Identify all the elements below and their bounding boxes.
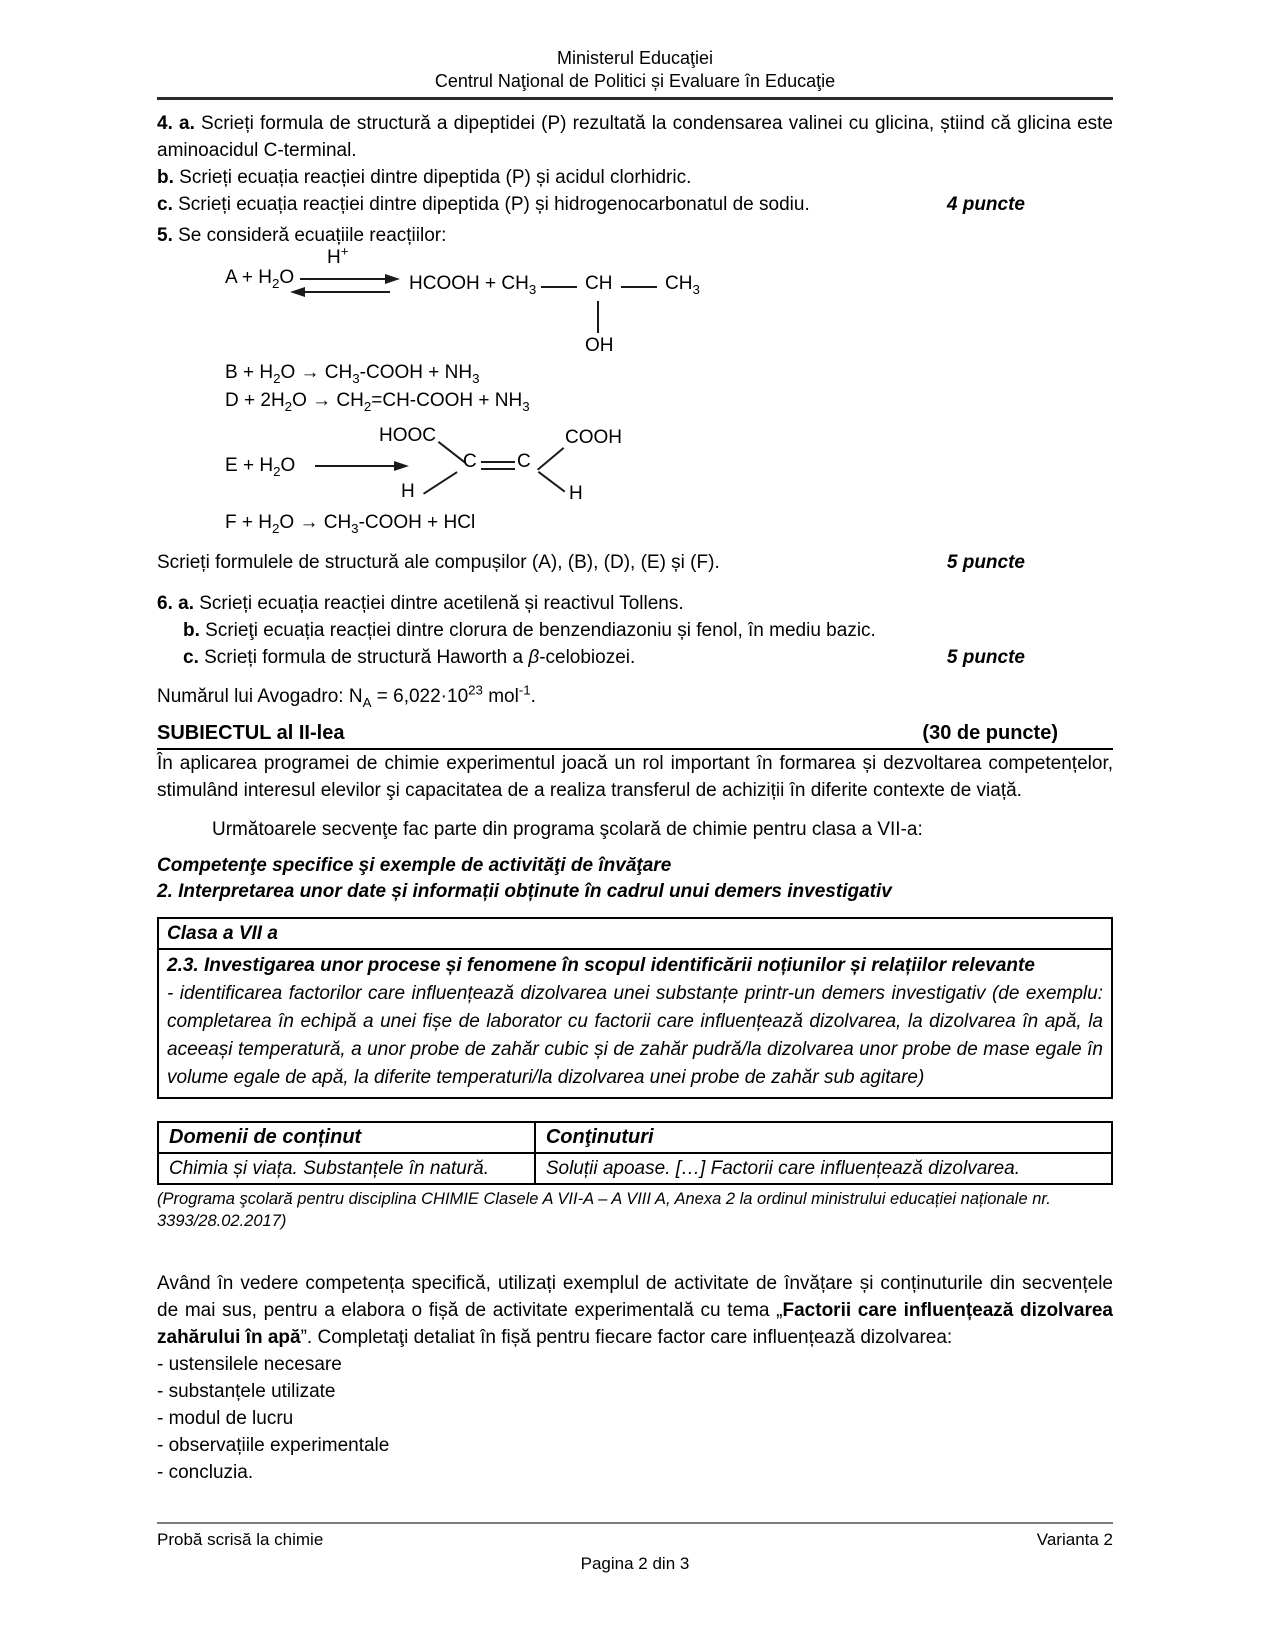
question-4-points: 4 puncte [946,194,1025,215]
eq-a-product-mid: CH [585,273,613,294]
contents-cell: Soluții apoase. […] Factorii care influențează dizolvarea. [535,1153,1112,1184]
subject-2-intro: În aplicarea programei de chimie experimentul joacă un rol important în formarea și dezvoltarea competențelor, stimulând interesul elevilor şi capacitatea de a realiza transferul de achiziții în diferite contexte de viață. [157,753,1113,801]
question-4b-text: Scrieți ecuația reacției dintre dipeptida (P) și acidul clorhidric. [173,167,692,188]
question-6c [157,644,1113,671]
double-bond-line [481,468,515,470]
question-4a-text: Scrieți formula de structură a dipeptidei (P) rezultată la condensarea valinei cu glicina, știind că glicina este aminoacidul C-terminal. [157,113,1113,161]
question-4 [157,110,1113,218]
equation-f: $F + H_2O$ → $CH_3$-COOH + HCl [225,512,476,536]
content-domains-header-row [158,1122,1112,1153]
subject-2-intro-2: Următoarele secvenţe fac parte din programa şcolară de chimie pentru clasa a VII-a: [212,819,923,840]
eq-a-product-1: HCOOH + $CH_3$ [409,273,537,297]
header-rule [157,97,1113,100]
eq-a-catalyst: H+ [327,243,349,268]
curriculum-table-class-row: Clasa a VII a [159,919,1111,950]
question-6a-text: Scrieți ecuația reacției dintre acetilenă și reactivul Tollens. [193,593,684,614]
subject-2-heading [157,720,1113,750]
competence-2-3-title: 2.3. Investigarea unor procese și fenomene în scopul identificării noțiunilor și relațiilor relevante [167,955,1035,976]
curriculum-source-note: (Programa şcolară pentru disciplina CHIMIE Clasele A VII-A – A VIII A, Anexa 2 la ordinul ministrului educației naționale nr. 3393/28.02.2017) [157,1190,1051,1230]
competence-2-heading: 2. Interpretarea unor date și informații obținute în cadrul unui demers investigativ [157,881,892,902]
question-5-points: 5 puncte [946,552,1025,573]
question-5-task-text: Scrieți formulele de structură ale compușilor (A), (B), (D), (E) și (F). [157,552,720,573]
eq-e-h-right: H [569,483,583,504]
content-domains-data-row [158,1153,1112,1184]
ministry-line2: Centrul Naţional de Politici și Evaluare în Educaţie [434,71,836,91]
bond-line [597,301,599,333]
eq-a-product-2: $CH_3$ [665,273,700,297]
footer-page-number: Pagina 2 din 3 [580,1554,690,1573]
question-5-label [157,222,1113,249]
domains-column-header: Domenii de conținut [158,1122,535,1153]
task-item: - concluzia. [157,1462,254,1483]
question-5-number: 5. [157,225,173,246]
question-5-text: Se consideră ecuațiile reacțiilor: [172,225,447,246]
question-6-points: 5 puncte [946,647,1025,668]
domains-cell: Chimia și viața. Substanțele în natură. [158,1153,535,1184]
footer-exam-name: Probă scrisă la chimie [157,1530,324,1549]
content-domains-table [157,1121,1113,1185]
eq-e-lhs: $E + H_2O$ [225,455,296,479]
equilibrium-arrows-icon [290,271,400,299]
eq-e-carbon-right: C [517,451,531,472]
task-paragraph [157,1270,1113,1351]
question-4c [157,191,1113,218]
question-6c-number: c. [183,647,199,668]
eq-a-oh-group: OH [585,335,614,356]
curriculum-table [157,917,1113,1099]
task-item: - ustensilele necesare [157,1354,342,1375]
question-4a-number: 4. a. [157,113,195,134]
bond-line [538,471,566,492]
ministry-line1: Ministerul Educaţiei [556,48,714,68]
task-item: - substanțele utilizate [157,1381,336,1402]
equation-e [157,425,1113,507]
question-6b-text: Scrieţi ecuația reacției dintre clorura de benzendiazoniu și fenol, în mediu bazic. [199,620,876,641]
avogadro-note: Numărul lui Avogadro: $N_A = 6,022\cdot 10^{23}$ mol$^{-1}$. [157,682,536,710]
bond-line [621,286,657,288]
competence-2-3-text: - identificarea factorilor care influențează dizolvarea unei substanțe printr-un demers investigativ (de exemplu: completarea în echipă a unei fișe de laborator cu factorii care influențează dizolvarea, la dizolvarea în apă, la aceeași temperatură, a unor probe de zahăr cubic și de zahăr pudră/la dizolvarea unor probe de mase egale în volume egale de apă, la diferite temperaturi/la dizolvarea unei probe de zahăr sub agitare) [167,983,1103,1088]
double-bond-line [481,461,515,463]
task-theme-title: Factorii care influențează dizolvarea zahărului în apă [157,1300,1113,1348]
contents-column-header: Conţinuturi [535,1122,1112,1153]
question-6c-text-post: -celobiozei. [539,647,636,668]
question-6a-number: 6. a. [157,593,194,614]
task-item: - observațiile experimentale [157,1435,390,1456]
question-6 [157,590,1113,671]
eq-e-h-left: H [401,481,415,502]
task-text-post: ”. Completaţi detaliat în fișă pentru fiecare factor care influențează dizolvarea: [300,1327,953,1348]
bond-line [423,471,458,494]
eq-a-lhs: $A + H_2O$ [225,267,295,291]
bond-line [541,286,577,288]
subject-2-title: SUBIECTUL al II-lea [157,722,345,744]
ministry-header [157,0,1113,93]
question-6c-text-wrap [183,644,947,671]
question-6b [157,617,1113,644]
beta-symbol: β [528,647,540,668]
question-6a [157,590,1113,617]
question-4c-text-wrap [157,191,947,218]
equation-d: $D + 2H_2O$ → $CH_2=CH$-COOH + $NH_3$ [225,390,530,414]
competences-heading: Competenţe specifice şi exemple de activităţi de învăţare [157,855,672,876]
page-content [157,0,1113,1486]
question-5-task [157,549,1113,576]
equation-a [157,243,1113,359]
eq-e-carbon-left: C [463,451,477,472]
page-footer [157,1522,1113,1576]
question-4a [157,110,1113,164]
bond-line [438,441,466,464]
curriculum-table-competence-row [159,950,1111,1097]
question-4c-number: c. [157,194,173,215]
task-item: - modul de lucru [157,1408,294,1429]
question-6c-text-pre: Scrieți formula de structură Haworth a [198,647,529,668]
question-4b-number: b. [157,167,174,188]
eq-e-hooc-group: HOOC [379,425,436,446]
question-4c-text: Scrieți ecuația reacției dintre dipeptida (P) și hidrogenocarbonatul de sodiu. [172,194,810,215]
right-arrow-icon [315,459,409,473]
question-6b-number: b. [183,620,200,641]
equation-b: $B + H_2O$ → $CH_3$-COOH + $NH_3$ [225,362,480,386]
footer-variant: Varianta 2 [1036,1530,1113,1549]
question-4b [157,164,1113,191]
task-text-pre: Având în vedere competența specifică, utilizați exemplul de activitate de învățare și conținuturile din secvențele de mai sus, pentru a elabora o fișă de activitate experimentală cu tema „ [157,1273,1113,1321]
bond-line [537,447,564,470]
eq-e-cooh-group: COOH [565,427,622,448]
footer-row [157,1524,1113,1552]
subject-2-points: (30 de puncte) [922,722,1058,744]
